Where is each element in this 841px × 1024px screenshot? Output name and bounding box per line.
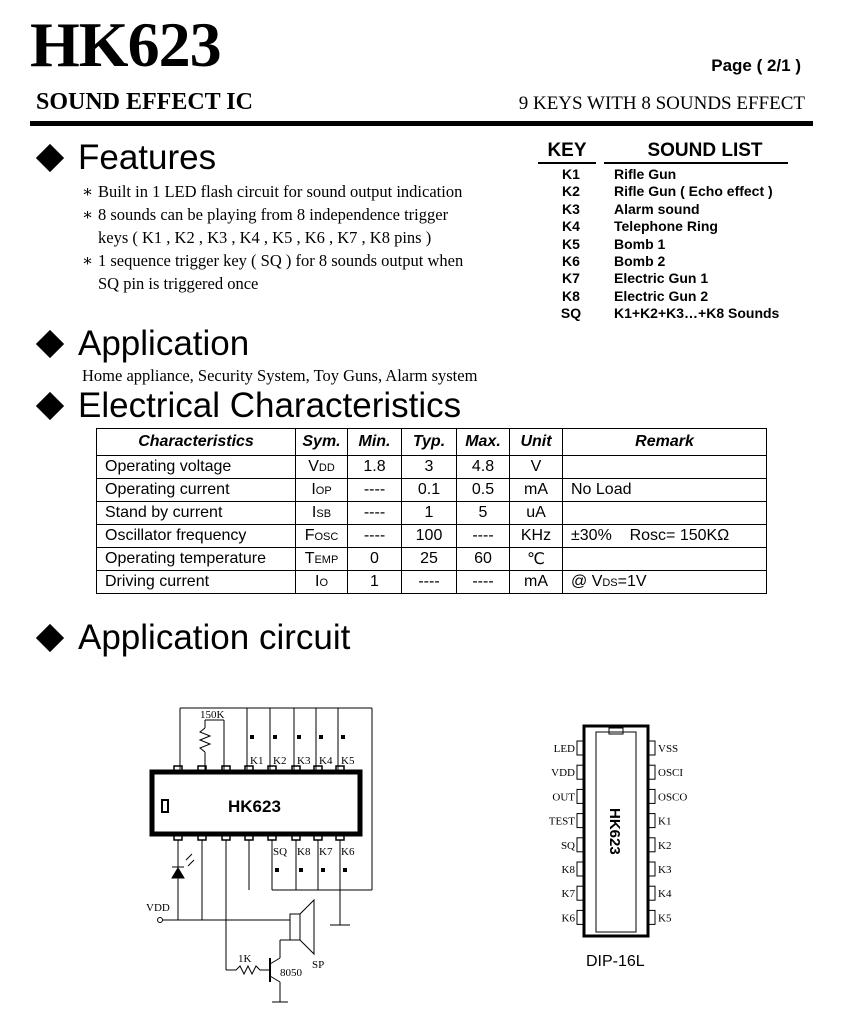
typ-value: 3 (402, 456, 457, 479)
right-pin-label: K2 (658, 839, 672, 852)
sound-name: Electric Gun 2 (614, 287, 709, 304)
unit-value: uA (510, 502, 563, 525)
unit-value: mA (510, 571, 563, 594)
key-label-k5: K5 (341, 755, 355, 767)
header-characteristics: Characteristics (97, 429, 296, 456)
min-value: 1 (348, 571, 402, 594)
sound-name: Alarm sound (614, 200, 700, 217)
transistor-label: 8050 (280, 967, 302, 979)
vdd-label: VDD (146, 902, 170, 914)
symbol-subscript: SB (316, 508, 332, 520)
characteristic-name: Stand by current (97, 502, 296, 525)
diamond-bullet-icon (36, 144, 64, 172)
application-heading-text: Application (78, 324, 250, 363)
unit-value: V (510, 456, 563, 479)
key-sound-row (538, 270, 818, 287)
table-row (97, 571, 767, 594)
unit-value: ℃ (510, 548, 563, 571)
max-value: ---- (457, 525, 510, 548)
right-pin-label: OSCO (658, 791, 688, 804)
symbol: F (304, 527, 315, 544)
left-pin-label: TEST (548, 815, 575, 828)
right-pin-label: VSS (658, 743, 679, 755)
min-value: ---- (348, 502, 402, 525)
sound-name: K1+K2+K3…+K8 Sounds (614, 305, 780, 322)
key-sound-row (538, 253, 818, 270)
symbol-cell (296, 571, 348, 594)
right-pin-label: K3 (658, 864, 672, 876)
resistor-label: 150K (200, 709, 225, 721)
header-sym: Sym. (296, 429, 348, 456)
header-unit: Unit (510, 429, 563, 456)
symbol: I (311, 481, 316, 498)
application-circuit-diagram (0, 690, 841, 1024)
symbol-cell (296, 548, 348, 571)
sound-name: Bomb 1 (614, 235, 666, 252)
key-id: K2 (562, 183, 580, 200)
feature-item (82, 204, 448, 226)
right-pin-label: K4 (658, 888, 672, 901)
min-value: 0 (348, 548, 402, 571)
max-value: ---- (457, 571, 510, 594)
key-label-k4: K4 (319, 755, 333, 767)
speaker-label: SP (312, 959, 325, 971)
left-pin-label: K6 (561, 912, 575, 925)
remark-cell (563, 456, 767, 479)
header-remark: Remark (563, 429, 767, 456)
remark-cell (563, 571, 767, 594)
min-value: 1.8 (348, 456, 402, 479)
right-pin-label: OSCI (658, 767, 684, 780)
symbol-subscript: OSC (314, 531, 339, 543)
left-pin-label: K8 (561, 864, 575, 876)
symbol-subscript: O (319, 577, 328, 589)
key-label-k1: K1 (250, 755, 264, 767)
key-column-header: KEY (547, 140, 587, 161)
symbol-subscript: EMP (314, 554, 339, 566)
min-value: ---- (348, 525, 402, 548)
key-id: K7 (562, 270, 580, 287)
remark-tail: =1V (617, 573, 647, 590)
characteristic-name: Operating voltage (97, 456, 296, 479)
electrical-heading-text: Electrical Characteristics (78, 386, 462, 425)
sound-column-header: SOUND LIST (647, 140, 763, 161)
asterisk-icon: ∗ (82, 205, 94, 224)
header-max: Max. (457, 429, 510, 456)
document-subtitle: SOUND EFFECT IC (36, 89, 253, 115)
package-label: DIP-16L (586, 953, 645, 970)
feature-text: Built in 1 LED flash circuit for sound output indication (98, 182, 463, 201)
symbol-cell (296, 456, 348, 479)
table-row (97, 479, 767, 502)
feature-item-continued: SQ pin is triggered once (98, 274, 259, 293)
key-label-k2: K2 (273, 755, 287, 767)
header-rule (30, 121, 813, 126)
symbol: V (308, 458, 319, 475)
document-tagline: 9 KEYS WITH 8 SOUNDS EFFECT (518, 93, 805, 114)
sound-name: Rifle Gun ( Echo effect ) (614, 183, 773, 200)
key-sound-row (538, 305, 818, 322)
right-pin-label: K5 (658, 912, 672, 925)
key-id: K8 (562, 287, 580, 304)
characteristic-name: Driving current (97, 571, 296, 594)
key-id: K3 (562, 200, 580, 217)
document-title: HK623 (30, 9, 221, 80)
diamond-bullet-icon (36, 330, 64, 358)
key-sound-list (538, 166, 818, 326)
table-row (97, 525, 767, 548)
table-header-row (97, 429, 767, 456)
key-id: K4 (562, 218, 580, 235)
diamond-bullet-icon (36, 624, 64, 652)
remark-cell (563, 525, 767, 548)
table-row (97, 502, 767, 525)
typ-value: 1 (402, 502, 457, 525)
remark: No Load (571, 481, 632, 498)
key-label-sq: SQ (273, 846, 288, 858)
key-id: K6 (562, 253, 580, 269)
table-row (97, 548, 767, 571)
asterisk-icon: ∗ (82, 182, 94, 201)
symbol-cell (296, 525, 348, 548)
header-min: Min. (348, 429, 402, 456)
sound-name: Rifle Gun (614, 166, 677, 182)
max-value: 5 (457, 502, 510, 525)
key-label-k7: K7 (319, 846, 333, 858)
min-value: ---- (348, 479, 402, 502)
feature-text: 8 sounds can be playing from 8 independence trigger (98, 205, 449, 224)
application-text: Home appliance, Security System, Toy Guns, Alarm system (82, 366, 478, 385)
sound-name: Telephone Ring (614, 218, 718, 235)
key-sound-row (538, 166, 818, 183)
symbol-cell (296, 479, 348, 502)
key-id: K1 (562, 166, 580, 182)
key-sound-row (538, 218, 818, 235)
typ-value: 0.1 (402, 479, 457, 502)
feature-item-continued: keys ( K1 , K2 , K3 , K4 , K5 , K6 , K7 , K8 pins ) (98, 228, 432, 247)
sound-header-underline (604, 162, 788, 164)
remark-cell (563, 548, 767, 571)
table-row (97, 456, 767, 479)
remark: @ V (571, 573, 603, 590)
electrical-heading (30, 386, 461, 426)
left-pin-label: LED (553, 743, 575, 755)
remark: ±30% Rosc= 150KΩ (571, 527, 730, 544)
typ-value: 25 (402, 548, 457, 571)
key-sound-row (538, 288, 818, 305)
application-heading (30, 324, 249, 364)
key-label-k6: K6 (341, 846, 355, 858)
characteristic-name: Operating temperature (97, 548, 296, 571)
characteristic-name: Operating current (97, 479, 296, 502)
key-sound-row (538, 236, 818, 253)
left-pin-label: VDD (551, 767, 575, 780)
left-pin-label: OUT (552, 791, 575, 804)
remark-subscript: DS (602, 577, 618, 589)
max-value: 60 (457, 548, 510, 571)
unit-value: mA (510, 479, 563, 502)
right-pin-label: K1 (658, 815, 672, 828)
key-sound-row (538, 183, 818, 200)
symbol: I (311, 504, 317, 521)
left-pin-label: SQ (560, 839, 575, 852)
header-typ: Typ. (402, 429, 457, 456)
characteristic-name: Oscillator frequency (97, 525, 296, 548)
key-header-underline (538, 162, 596, 164)
feature-item (82, 181, 462, 203)
symbol: I (314, 573, 320, 590)
feature-text: 1 sequence trigger key ( SQ ) for 8 sounds output when (98, 251, 464, 270)
asterisk-icon: ∗ (82, 251, 94, 270)
max-value: 4.8 (457, 456, 510, 479)
typ-value: 100 (402, 525, 457, 548)
electrical-characteristics-table (96, 428, 767, 594)
max-value: 0.5 (457, 479, 510, 502)
typ-value: ---- (402, 571, 457, 594)
unit-value: KHz (510, 525, 563, 548)
remark-cell (563, 479, 767, 502)
pinout-chip-label: HK623 (606, 808, 623, 855)
sound-name: Bomb 2 (614, 253, 666, 269)
features-heading-text: Features (78, 138, 217, 177)
application-circuit-heading-text: Application circuit (78, 618, 351, 657)
symbol-subscript: DD (318, 462, 335, 474)
features-heading (30, 138, 216, 178)
page-number: Page ( 2/1 ) (711, 56, 801, 75)
key-label-k3: K3 (297, 755, 311, 767)
key-id: K5 (562, 235, 580, 252)
key-id: SQ (560, 305, 582, 322)
diamond-bullet-icon (36, 392, 64, 420)
symbol: T (304, 550, 315, 567)
key-label-k8: K8 (297, 846, 311, 858)
key-sound-row (538, 201, 818, 218)
feature-item (82, 250, 463, 272)
chip-label: HK623 (228, 797, 281, 816)
left-pin-label: K7 (561, 888, 575, 901)
sound-name: Electric Gun 1 (614, 270, 709, 287)
r1-label: 1K (238, 953, 252, 965)
application-circuit-heading (30, 618, 350, 658)
symbol-cell (296, 502, 348, 525)
symbol-subscript: OP (315, 485, 332, 497)
remark-cell (563, 502, 767, 525)
